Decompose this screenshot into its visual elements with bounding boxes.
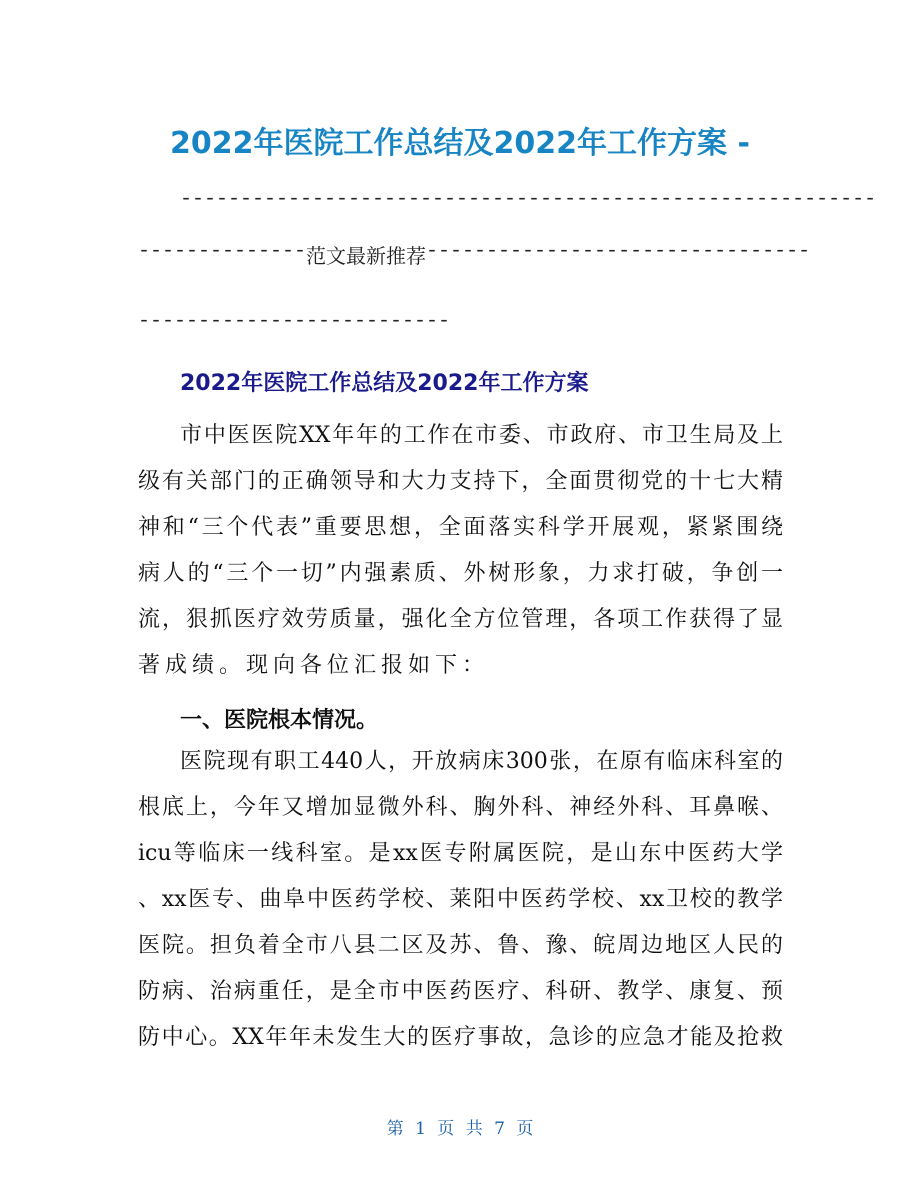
paragraph-line: 根底上，今年又增加显微外科、胸外科、神经外科、耳鼻喉、	[138, 795, 783, 820]
document-title: 2022年医院工作总结及2022年工作方案 -	[170, 126, 750, 161]
separator-banner	[138, 240, 811, 269]
paragraph-line: 著成绩。现向各位汇报如下：	[138, 653, 490, 678]
page-number-footer: 第 1 页 共 7 页	[386, 1119, 534, 1139]
paragraph-line: 防病、治病重任，是全市中医药医疗、科研、教学、康复、预	[138, 979, 783, 1004]
separator-line: --------------------------	[138, 310, 451, 333]
paragraph-line: 、xx医专、曲阜中医药学校、莱阳中医药学校、xx卫校的教学	[138, 887, 783, 912]
paragraph-line: 医院。担负着全市八县二区及苏、鲁、豫、皖周边地区人民的	[138, 933, 783, 958]
separator-dashes: --------------------------------	[426, 240, 811, 263]
document-subtitle: 2022年医院工作总结及2022年工作方案	[180, 371, 589, 396]
paragraph-line: 市中医医院XX年年的工作在市委、市政府、市卫生局及上	[180, 423, 783, 448]
separator-dashes: --------------	[138, 240, 307, 263]
paragraph-line: 神和“三个代表”重要思想，全面落实科学开展观，紧紧围绕	[138, 515, 783, 540]
paragraph-line: 病人的“三个一切”内强素质、外树形象，力求打破，争创一	[138, 561, 783, 586]
paragraph-line: icu等临床一线科室。是xx医专附属医院，是山东中医药大学	[138, 841, 783, 866]
paragraph-line: 级有关部门的正确领导和大力支持下，全面贯彻党的十七大精	[138, 469, 783, 494]
section-heading: 一、医院根本情况。	[180, 708, 379, 733]
paragraph-line: 医院现有职工440人，开放病床300张，在原有临床科室的	[180, 749, 783, 774]
separator-line: ----------------------------------------------------------	[180, 188, 877, 211]
paragraph-line: 防中心。XX年年未发生大的医疗事故，急诊的应急才能及抢救	[138, 1025, 783, 1050]
paragraph-line: 流，狠抓医疗效劳质量，强化全方位管理，各项工作获得了显	[138, 607, 783, 632]
separator-label: 范文最新推荐	[306, 244, 427, 268]
